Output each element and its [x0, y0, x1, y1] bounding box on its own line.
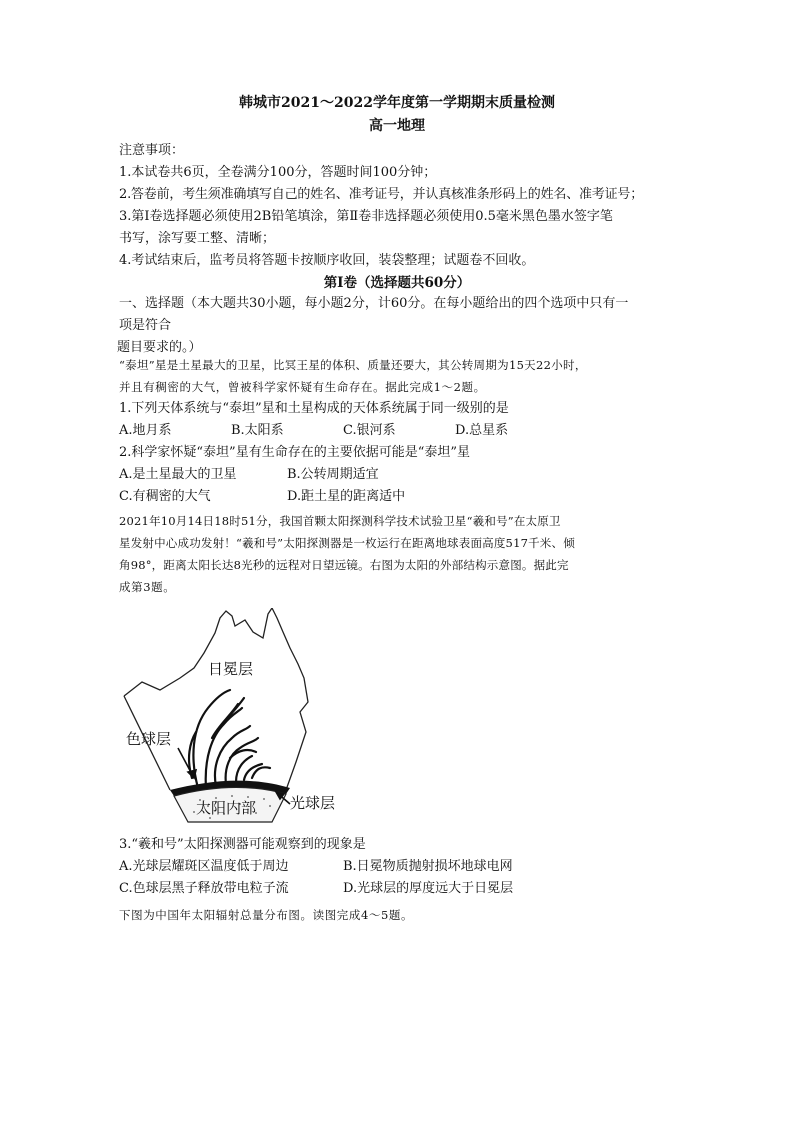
passage-line: 角98°，距离太阳长达8光秒的远程对日望远镜。右图为太阳的外部结构示意图。据此完 [119, 558, 569, 572]
option-a[interactable]: A.是土星最大的卫星 [119, 467, 237, 482]
notice-item: 2.答卷前，考生须准确填写自己的姓名、准考证号，并认真核准条形码上的姓名、准考证号； [119, 187, 644, 202]
option-a[interactable]: A.光球层耀斑区温度低于周边 [119, 859, 289, 874]
instruction-line: 一、选择题（本大题共30小题，每小题2分，计60分。在每小题给出的四个选项中只有一 [119, 296, 629, 311]
option-b[interactable]: B.日冕物质抛射损坏地球电网 [343, 859, 513, 874]
notice-item: 1.本试卷共6页，全卷满分100分，答题时间100分钟； [119, 165, 437, 180]
section-title: 第Ⅰ卷（选择题共60分） [323, 275, 471, 291]
option-c[interactable]: C.有稠密的大气 [119, 489, 211, 504]
photosphere-label: 光球层 [290, 794, 336, 812]
option-d[interactable]: D.距土星的距离适中 [287, 489, 406, 504]
question-3-options [119, 878, 679, 900]
passage-line: 2021年10月14日18时51分，我国首颗太阳探测科学技术试验卫星“羲和号”在太原卫 [119, 514, 561, 528]
passage-2 [119, 510, 679, 598]
interior-label: 太阳内部 [196, 799, 257, 817]
passage-line: 成第3题。 [119, 580, 176, 594]
section-instructions [119, 293, 677, 359]
instruction-line: 项是符合 [119, 318, 172, 333]
instruction-line: 题目要求的。） [117, 340, 202, 355]
question-1-options [119, 420, 679, 442]
subject-title: 高一地理 [369, 118, 425, 134]
notice-block [119, 140, 679, 272]
question-group-1 [119, 354, 679, 508]
option-b[interactable]: B.太阳系 [231, 423, 284, 438]
notice-item: 书写，涂写要工整、清晰； [119, 231, 276, 246]
passage-line: 并且有稠密的大气，曾被科学家怀疑有生命存在。据此完成1～2题。 [119, 380, 486, 394]
question-2-options [119, 464, 679, 486]
question-2-options [119, 486, 679, 508]
question-1-stem: 1.下列天体系统与“泰坦”星和土星构成的天体系统属于同一级别的是 [119, 401, 509, 416]
option-d[interactable]: D.总星系 [455, 423, 509, 438]
notice-item: 4.考试结束后，监考员将答题卡按顺序收回，装袋整理；试题卷不回收。 [119, 253, 535, 268]
passage-line: “泰坦”星是土星最大的卫星，比冥王星的体积、质量还要大，其公转周期为15天22小时， [119, 358, 587, 372]
exam-title: 韩城市2021～2022学年度第一学期期末质量检测 [239, 95, 555, 111]
option-a[interactable]: A.地月系 [119, 423, 172, 438]
option-b[interactable]: B.公转周期适宜 [287, 467, 379, 482]
option-d[interactable]: D.光球层的厚度远大于日冕层 [343, 881, 514, 896]
notice-item: 3.第Ⅰ卷选择题必须使用2B铅笔填涂，第Ⅱ卷非选择题必须使用0.5毫米黑色墨水签字笔 [119, 209, 613, 224]
sun-structure-diagram [120, 608, 360, 823]
question-2-stem: 2.科学家怀疑“泰坦”星有生命存在的主要依据可能是“泰坦”星 [119, 445, 470, 460]
option-c[interactable]: C.银河系 [343, 423, 396, 438]
corona-label: 日冕层 [208, 660, 254, 678]
question-3-options [119, 856, 679, 878]
passage-line: 星发射中心成功发射！“羲和号”太阳探测器是一枚运行在距离地球表面高度517千米、倾 [119, 536, 575, 550]
question-group-3 [119, 834, 679, 900]
passage-3: 下图为中国年太阳辐射总量分布图。读图完成4～5题。 [119, 908, 414, 922]
option-c[interactable]: C.色球层黑子释放带电粒子流 [119, 881, 289, 896]
notice-heading: 注意事项： [119, 143, 185, 158]
chromosphere-label: 色球层 [126, 730, 172, 748]
question-3-stem: 3.“羲和号”太阳探测器可能观察到的现象是 [119, 837, 366, 852]
